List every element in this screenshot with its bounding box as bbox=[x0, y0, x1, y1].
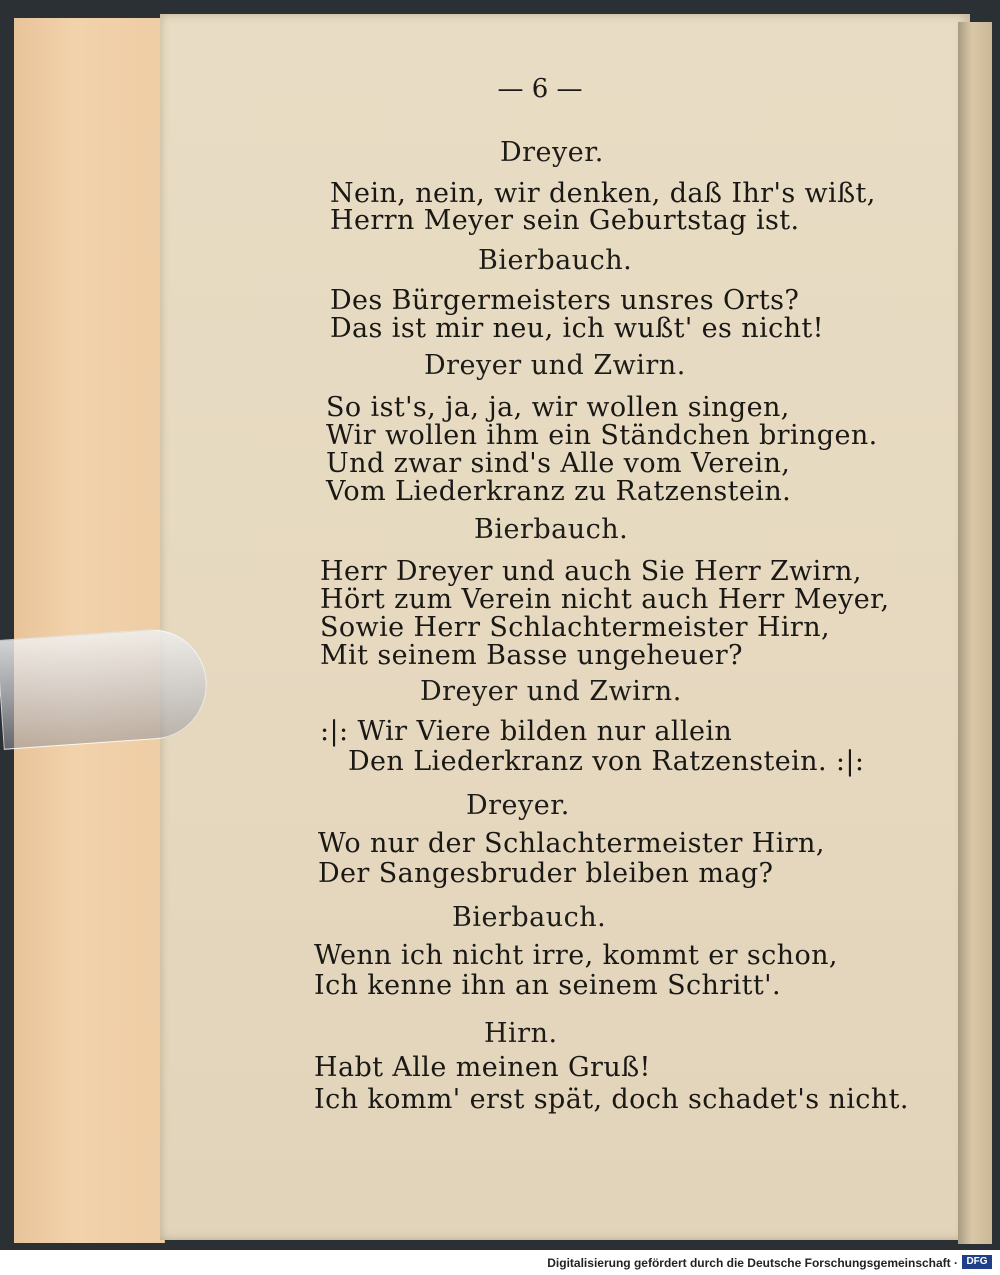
speaker-name: Dreyer und Zwirn. bbox=[424, 350, 686, 381]
verse-line: Des Bürgermeisters unsres Orts? bbox=[330, 285, 800, 316]
speaker-name: Bierbauch. bbox=[474, 514, 629, 545]
speaker-name: Hirn. bbox=[484, 1018, 558, 1049]
speaker-name: Bierbauch. bbox=[452, 902, 607, 933]
verse-line: Ich kenne ihn an seinem Schritt'. bbox=[314, 970, 781, 1001]
speaker-name: Dreyer und Zwirn. bbox=[420, 676, 682, 707]
verse-line: Ich komm' erst spät, doch schadet's nicht. bbox=[314, 1084, 909, 1115]
speaker-name: Bierbauch. bbox=[478, 245, 633, 276]
verse-line: Der Sangesbruder bleiben mag? bbox=[318, 858, 774, 889]
verse-line: Den Liederkranz von Ratzenstein. :|: bbox=[348, 746, 865, 777]
verse-line: Wenn ich nicht irre, kommt er schon, bbox=[314, 940, 838, 971]
verse-line: Habt Alle meinen Gruß! bbox=[314, 1052, 651, 1083]
verse-line: Wo nur der Schlachtermeister Hirn, bbox=[318, 828, 825, 859]
funding-credit: Digitalisierung gefördert durch die Deutsche Forschungsgemeinschaft · bbox=[547, 1256, 958, 1270]
speaker-name: Dreyer. bbox=[466, 790, 570, 821]
verse-line: So ist's, ja, ja, wir wollen singen, bbox=[326, 392, 790, 423]
verse-line: Herrn Meyer sein Geburtstag ist. bbox=[330, 205, 800, 236]
verse-line: :|: Wir Viere bilden nur allein bbox=[320, 716, 733, 747]
verse-line: Das ist mir neu, ich wußt' es nicht! bbox=[330, 313, 824, 344]
dfg-logo-icon: DFG bbox=[962, 1255, 992, 1269]
verse-line: Nein, nein, wir denken, daß Ihr's wißt, bbox=[330, 178, 876, 209]
verse-line: Sowie Herr Schlachtermeister Hirn, bbox=[320, 612, 831, 643]
footer-bar bbox=[0, 1250, 1000, 1275]
verse-line: Wir wollen ihm ein Ständchen bringen. bbox=[326, 420, 878, 451]
verse-line: Und zwar sind's Alle vom Verein, bbox=[326, 448, 791, 479]
page-number: — 6 — bbox=[497, 74, 583, 104]
verse-line: Herr Dreyer und auch Sie Herr Zwirn, bbox=[320, 556, 862, 587]
verse-line: Mit seinem Basse ungeheuer? bbox=[320, 640, 743, 671]
plastic-page-clip bbox=[0, 626, 210, 750]
verse-line: Hört zum Verein nicht auch Herr Meyer, bbox=[320, 584, 890, 615]
speaker-name: Dreyer. bbox=[500, 137, 604, 168]
verse-line: Vom Liederkranz zu Ratzenstein. bbox=[326, 476, 792, 507]
